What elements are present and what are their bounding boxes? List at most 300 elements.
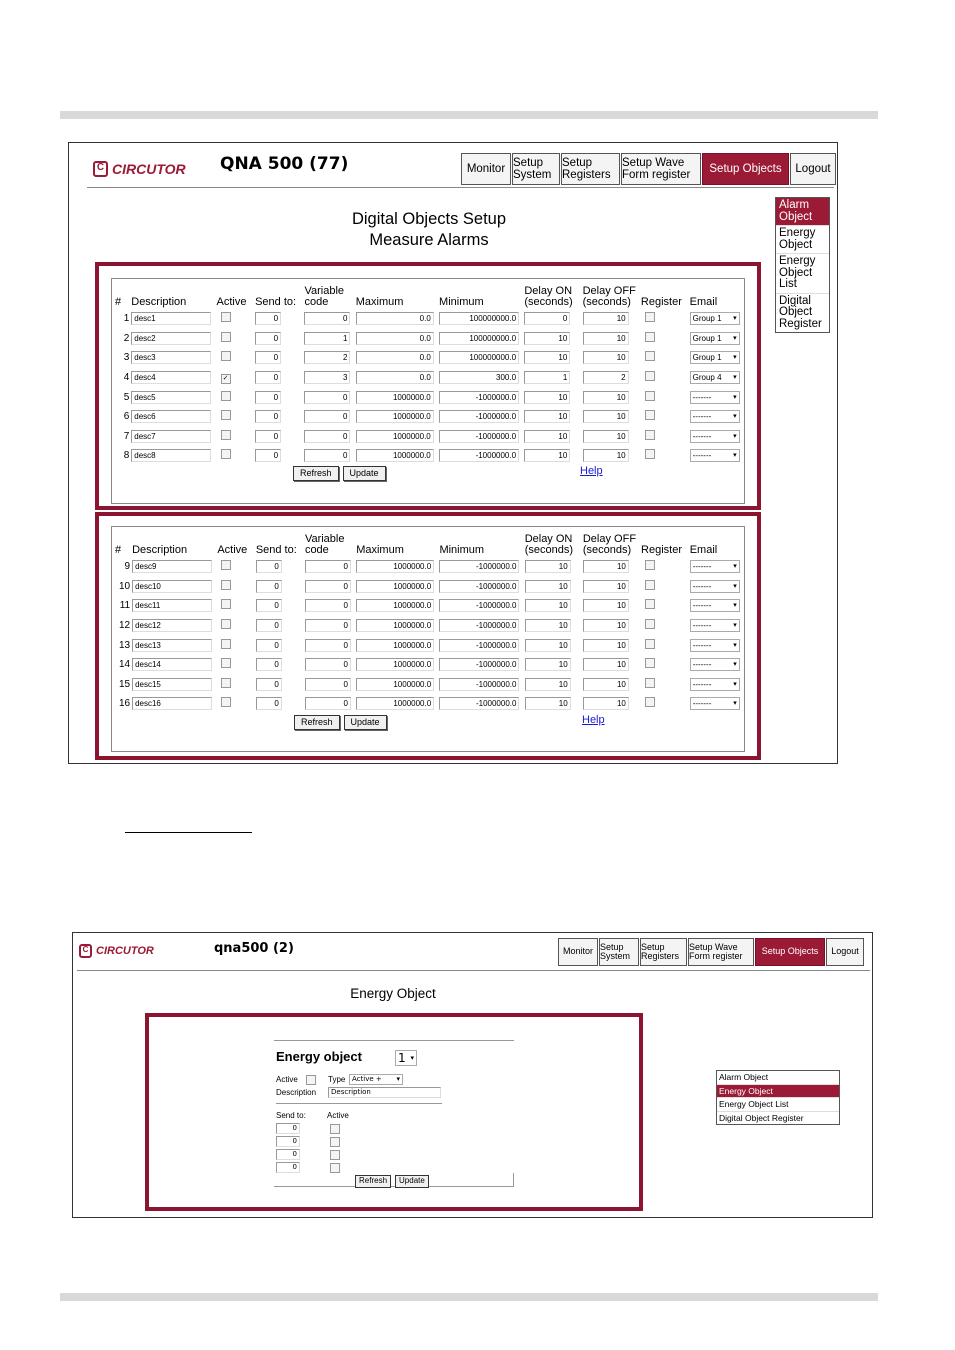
delay-on-cell xyxy=(524,635,582,655)
variable-code-input[interactable]: 0 xyxy=(305,639,351,652)
device-title: QNA 500 (77) xyxy=(220,154,349,174)
description-input[interactable]: desc15 xyxy=(132,678,212,691)
email-select[interactable] xyxy=(690,560,740,573)
refresh-button[interactable]: Refresh xyxy=(294,715,340,730)
maximum-input[interactable]: 1000000.0 xyxy=(356,391,434,404)
nav-setup-system[interactable]: Setup System xyxy=(599,938,639,966)
active-checkbox[interactable] xyxy=(221,639,231,649)
chevron-down-icon: ▾ xyxy=(396,1075,400,1083)
register-checkbox[interactable] xyxy=(645,639,655,649)
brand-logo xyxy=(79,944,154,958)
variable-code-input[interactable]: 0 xyxy=(305,619,351,632)
delay-off-input[interactable]: 10 xyxy=(583,658,629,671)
minimum-input[interactable]: 300.0 xyxy=(439,371,519,384)
send-active-checkbox[interactable] xyxy=(330,1137,340,1147)
row-number: 2 xyxy=(123,332,130,344)
email-value: ------- xyxy=(692,451,712,461)
minimum-cell xyxy=(438,368,523,388)
active-checkbox[interactable] xyxy=(306,1075,316,1085)
description-input[interactable]: Description xyxy=(328,1087,441,1098)
minimum-input[interactable]: 100000000.0 xyxy=(439,351,519,364)
register-checkbox[interactable] xyxy=(645,430,655,440)
variable-code-input[interactable]: 1 xyxy=(304,332,350,345)
maximum-input[interactable]: 0.0 xyxy=(356,371,434,384)
email-cell xyxy=(689,309,744,329)
maximum-input[interactable]: 1000000.0 xyxy=(356,678,434,691)
form-mid-rule xyxy=(276,1103,442,1104)
minimum-input[interactable]: -1000000.0 xyxy=(439,391,519,404)
email-cell xyxy=(689,427,744,447)
send-to-input[interactable]: 0 xyxy=(255,332,281,345)
email-cell xyxy=(689,407,744,427)
help-link[interactable]: Help xyxy=(580,465,603,477)
register-checkbox[interactable] xyxy=(645,560,655,570)
side-item-energy-object-list[interactable]: Energy Object List xyxy=(776,254,829,294)
variable-code-input[interactable]: 0 xyxy=(305,658,351,671)
variable-code-input[interactable]: 2 xyxy=(304,351,350,364)
row-number: 14 xyxy=(118,659,131,671)
alarm-table-box-1 xyxy=(111,278,745,504)
delay-off-input[interactable]: 10 xyxy=(583,332,629,345)
maximum-input[interactable]: 1000000.0 xyxy=(356,580,434,593)
register-cell xyxy=(640,368,689,388)
minimum-cell xyxy=(438,407,523,427)
energy-panel xyxy=(145,1013,643,1211)
maximum-input[interactable]: 0.0 xyxy=(356,312,434,325)
delay-on-input[interactable]: 10 xyxy=(525,639,571,652)
send-to-cell xyxy=(255,577,304,597)
register-checkbox[interactable] xyxy=(645,599,655,609)
delay-on-input[interactable]: 10 xyxy=(524,449,570,462)
email-value: Group 1 xyxy=(692,353,722,363)
energy-object-select[interactable] xyxy=(395,1050,417,1066)
maximum-input[interactable]: 0.0 xyxy=(356,351,434,364)
nav-logout[interactable]: Logout xyxy=(826,938,864,966)
delay-on-input[interactable]: 10 xyxy=(524,391,570,404)
delay-off-input[interactable]: 10 xyxy=(583,410,629,423)
help-link[interactable]: Help xyxy=(582,714,605,726)
send-to-input[interactable]: 0 xyxy=(256,619,282,632)
delay-off-input[interactable]: 10 xyxy=(583,312,629,325)
send-to-input[interactable]: 0 xyxy=(255,430,281,443)
minimum-input[interactable]: -1000000.0 xyxy=(439,697,519,710)
description-input[interactable]: desc16 xyxy=(132,697,212,710)
delay-on-cell xyxy=(524,596,582,616)
delay-on-input[interactable]: 10 xyxy=(525,658,571,671)
email-select[interactable] xyxy=(690,312,740,325)
register-cell xyxy=(640,557,689,577)
delay-off-cell xyxy=(582,655,640,675)
maximum-cell xyxy=(355,427,438,447)
row-number: 15 xyxy=(118,678,131,690)
active-cell xyxy=(216,427,255,447)
maximum-input[interactable]: 0.0 xyxy=(356,332,434,345)
delay-off-input[interactable]: 10 xyxy=(583,560,629,573)
delay-on-input[interactable]: 10 xyxy=(525,697,571,710)
side-menu xyxy=(716,1070,840,1125)
chevron-down-icon: ▾ xyxy=(733,582,737,590)
side-item-digital-object-register[interactable]: Digital Object Register xyxy=(719,1112,804,1123)
chevron-down-icon: ▾ xyxy=(733,393,737,401)
delay-on-cell xyxy=(524,655,582,675)
chevron-down-icon: ▾ xyxy=(733,334,737,342)
side-item-energy-object[interactable]: Energy Object xyxy=(717,1085,839,1099)
nav-monitor[interactable]: Monitor xyxy=(558,938,598,966)
col-maximum-header: Maximum xyxy=(355,296,404,309)
email-select[interactable] xyxy=(690,351,740,364)
send-to-input[interactable]: 0 xyxy=(256,639,282,652)
register-checkbox[interactable] xyxy=(645,658,655,668)
nav-logout[interactable]: Logout xyxy=(790,153,836,185)
email-cell xyxy=(689,596,744,616)
description-input[interactable]: desc5 xyxy=(131,391,211,404)
delay-off-input[interactable]: 10 xyxy=(583,449,629,462)
email-cell xyxy=(689,577,744,597)
delay-off-cell xyxy=(582,694,640,714)
active-checkbox[interactable] xyxy=(221,430,231,440)
register-checkbox[interactable] xyxy=(645,391,655,401)
row-number: 10 xyxy=(118,580,131,592)
email-select[interactable] xyxy=(690,658,740,671)
update-button[interactable]: Update xyxy=(343,466,386,481)
delay-off-input[interactable]: 10 xyxy=(583,697,629,710)
update-button[interactable]: Update xyxy=(395,1175,429,1188)
register-checkbox[interactable] xyxy=(645,312,655,322)
side-item-alarm-object[interactable]: Alarm Object xyxy=(776,198,829,226)
energy-buttons xyxy=(355,1175,429,1188)
description-input[interactable]: desc9 xyxy=(132,560,212,573)
maximum-input[interactable]: 1000000.0 xyxy=(356,619,434,632)
maximum-cell xyxy=(355,616,438,636)
delay-off-input[interactable]: 10 xyxy=(583,619,629,632)
maximum-input[interactable]: 1000000.0 xyxy=(356,697,434,710)
email-select[interactable] xyxy=(690,697,740,710)
alarm-table-1 xyxy=(114,283,744,466)
send-to-cell xyxy=(254,446,303,466)
nav-setup-objects[interactable]: Setup Objects xyxy=(702,153,789,185)
variable-code-cell xyxy=(303,309,354,329)
register-checkbox[interactable] xyxy=(645,351,655,361)
description-input[interactable]: desc10 xyxy=(132,580,212,593)
send-to-label: Send to: xyxy=(276,1111,306,1120)
minimum-cell xyxy=(438,329,523,349)
description-input[interactable]: desc8 xyxy=(131,449,211,462)
active-cell xyxy=(216,309,255,329)
table-row xyxy=(114,616,744,636)
active-checkbox[interactable] xyxy=(221,391,231,401)
col-register-header: Register xyxy=(640,296,682,309)
variable-code-input[interactable]: 0 xyxy=(304,430,350,443)
description-cell xyxy=(131,675,216,695)
delay-on-cell xyxy=(523,309,581,329)
refresh-button[interactable]: Refresh xyxy=(293,466,339,481)
register-checkbox[interactable] xyxy=(645,410,655,420)
col-variable-code-header: Variable code xyxy=(304,284,345,309)
minimum-input[interactable]: -1000000.0 xyxy=(439,430,519,443)
variable-code-input[interactable]: 0 xyxy=(305,599,351,612)
variable-code-cell xyxy=(303,407,354,427)
email-select[interactable] xyxy=(690,639,740,652)
col-description-header: Description xyxy=(132,544,188,557)
alarm-panel-1 xyxy=(95,262,761,510)
active-checkbox[interactable] xyxy=(221,599,231,609)
email-select[interactable] xyxy=(690,619,740,632)
side-item-energy-object[interactable]: Energy Object xyxy=(776,226,829,254)
email-value: ------- xyxy=(692,412,712,422)
delay-off-input[interactable]: 10 xyxy=(583,599,629,612)
top-divider xyxy=(60,111,878,119)
register-checkbox[interactable] xyxy=(645,580,655,590)
active-checkbox[interactable] xyxy=(221,410,231,420)
nav-setup-objects[interactable]: Setup Objects xyxy=(755,938,825,966)
variable-code-input[interactable]: 0 xyxy=(305,580,351,593)
minimum-cell xyxy=(438,387,523,407)
register-checkbox[interactable] xyxy=(645,619,655,629)
chevron-down-icon: ▾ xyxy=(733,641,737,649)
send-to-input[interactable]: 0 xyxy=(255,410,281,423)
active-checkbox[interactable] xyxy=(221,580,231,590)
send-to-cell xyxy=(254,368,303,388)
delay-off-input[interactable]: 10 xyxy=(583,580,629,593)
send-active-checkbox[interactable] xyxy=(330,1163,340,1173)
description-cell xyxy=(131,596,216,616)
type-select[interactable] xyxy=(349,1074,403,1085)
delay-off-cell xyxy=(582,368,640,388)
col-send-to-header: Send to: xyxy=(255,544,297,557)
maximum-input[interactable]: 1000000.0 xyxy=(356,658,434,671)
minimum-input[interactable]: -1000000.0 xyxy=(439,678,519,691)
send-to-input[interactable]: 0 xyxy=(255,371,281,384)
minimum-input[interactable]: 100000000.0 xyxy=(439,312,519,325)
col-active-header: Active xyxy=(216,296,247,309)
description-input[interactable]: desc2 xyxy=(131,332,211,345)
delay-off-input[interactable]: 10 xyxy=(583,351,629,364)
description-input[interactable]: desc14 xyxy=(132,658,212,671)
delay-off-input[interactable]: 10 xyxy=(583,639,629,652)
send-to-input[interactable]: 0 xyxy=(276,1149,300,1160)
active-checkbox[interactable] xyxy=(221,619,231,629)
active-checkbox[interactable] xyxy=(221,560,231,570)
send-to-input[interactable]: 0 xyxy=(255,449,281,462)
delay-off-input[interactable]: 10 xyxy=(583,430,629,443)
description-input[interactable]: desc11 xyxy=(132,599,212,612)
row-number: 7 xyxy=(123,430,130,442)
active-cell xyxy=(216,694,254,714)
active-checkbox[interactable] xyxy=(221,351,231,361)
send-to-cell xyxy=(254,387,303,407)
maximum-input[interactable]: 1000000.0 xyxy=(356,639,434,652)
refresh-button[interactable]: Refresh xyxy=(355,1175,391,1188)
description-cell xyxy=(131,557,216,577)
description-input[interactable]: desc7 xyxy=(131,430,211,443)
minimum-input[interactable]: -1000000.0 xyxy=(439,410,519,423)
send-to-input[interactable]: 0 xyxy=(256,560,282,573)
delay-on-input[interactable]: 10 xyxy=(525,560,571,573)
active-checkbox[interactable] xyxy=(221,449,231,459)
send-to-input[interactable]: 0 xyxy=(256,697,282,710)
minimum-input[interactable]: -1000000.0 xyxy=(439,560,519,573)
chevron-down-icon: ▾ xyxy=(733,602,737,610)
description-input[interactable]: desc6 xyxy=(131,410,211,423)
bottom-divider xyxy=(60,1293,878,1301)
nav-setup-system[interactable]: Setup System xyxy=(512,153,560,185)
delay-on-input[interactable]: 10 xyxy=(525,619,571,632)
email-select[interactable] xyxy=(690,580,740,593)
send-to-input[interactable]: 0 xyxy=(255,391,281,404)
email-select[interactable] xyxy=(690,332,740,345)
delay-on-input[interactable]: 10 xyxy=(524,332,570,345)
description-input[interactable]: desc1 xyxy=(131,312,211,325)
description-cell xyxy=(131,635,216,655)
variable-code-input[interactable]: 0 xyxy=(304,391,350,404)
chevron-down-icon: ▾ xyxy=(410,1054,414,1062)
nav-setup-registers[interactable]: Setup Registers xyxy=(640,938,687,966)
description-input[interactable]: desc12 xyxy=(132,619,212,632)
variable-code-input[interactable]: 0 xyxy=(304,449,350,462)
email-select[interactable] xyxy=(690,599,740,612)
minimum-input[interactable]: -1000000.0 xyxy=(439,580,519,593)
email-select[interactable] xyxy=(690,430,740,443)
delay-on-input[interactable]: 0 xyxy=(524,312,570,325)
active-checkbox[interactable] xyxy=(221,658,231,668)
col-minimum-header: Minimum xyxy=(439,296,484,309)
minimum-input[interactable]: -1000000.0 xyxy=(439,599,519,612)
email-select[interactable] xyxy=(690,678,740,691)
variable-code-input[interactable]: 0 xyxy=(305,560,351,573)
chevron-down-icon: ▾ xyxy=(733,354,737,362)
update-button[interactable]: Update xyxy=(344,715,387,730)
email-cell xyxy=(689,675,744,695)
variable-code-input[interactable]: 0 xyxy=(304,410,350,423)
variable-code-cell xyxy=(303,368,354,388)
variable-code-input[interactable]: 0 xyxy=(305,697,351,710)
variable-code-input[interactable]: 0 xyxy=(304,312,350,325)
register-checkbox[interactable] xyxy=(645,678,655,688)
send-active-checkbox[interactable] xyxy=(330,1150,340,1160)
minimum-input[interactable]: -1000000.0 xyxy=(439,449,519,462)
active-checkbox[interactable] xyxy=(221,678,231,688)
row-number: 12 xyxy=(118,620,131,632)
delay-on-input[interactable]: 10 xyxy=(525,580,571,593)
description-input[interactable]: desc13 xyxy=(132,639,212,652)
delay-on-input[interactable]: 10 xyxy=(524,351,570,364)
register-cell xyxy=(640,407,689,427)
logo-text: CIRCUTOR xyxy=(96,945,154,957)
nav-setup-registers[interactable]: Setup Registers xyxy=(561,153,620,185)
minimum-input[interactable]: 100000000.0 xyxy=(439,332,519,345)
active-cell xyxy=(216,329,255,349)
variable-code-cell xyxy=(304,694,355,714)
delay-off-cell xyxy=(582,557,640,577)
maximum-input[interactable]: 1000000.0 xyxy=(356,410,434,423)
nav-monitor[interactable]: Monitor xyxy=(461,153,511,185)
variable-code-cell xyxy=(303,348,354,368)
active-checkbox[interactable] xyxy=(221,312,231,322)
register-checkbox[interactable] xyxy=(645,697,655,707)
delay-on-input[interactable]: 10 xyxy=(525,599,571,612)
active-checkbox[interactable]: ✓ xyxy=(221,374,231,384)
send-to-input[interactable]: 0 xyxy=(276,1123,300,1134)
chevron-down-icon: ▾ xyxy=(733,315,737,323)
circutor-logo-icon: C xyxy=(79,944,92,958)
send-to-input[interactable]: 0 xyxy=(276,1136,300,1147)
send-to-input[interactable]: 0 xyxy=(276,1162,300,1173)
delay-on-cell xyxy=(523,368,581,388)
nav-setup-wave-form[interactable]: Setup Wave Form register xyxy=(621,153,701,185)
maximum-input[interactable]: 1000000.0 xyxy=(356,560,434,573)
header-rule xyxy=(77,970,870,971)
active-checkbox[interactable] xyxy=(221,332,231,342)
maximum-input[interactable]: 1000000.0 xyxy=(356,430,434,443)
maximum-input[interactable]: 1000000.0 xyxy=(356,449,434,462)
email-cell xyxy=(689,387,744,407)
side-item-alarm-object[interactable]: Alarm Object xyxy=(717,1071,839,1085)
register-checkbox[interactable] xyxy=(645,332,655,342)
minimum-input[interactable]: -1000000.0 xyxy=(439,619,519,632)
delay-on-input[interactable]: 10 xyxy=(524,430,570,443)
minimum-input[interactable]: -1000000.0 xyxy=(439,658,519,671)
email-cell xyxy=(689,616,744,636)
send-to-input[interactable]: 0 xyxy=(256,678,282,691)
send-to-input[interactable]: 0 xyxy=(255,351,281,364)
variable-code-input[interactable]: 3 xyxy=(304,371,350,384)
minimum-cell xyxy=(438,446,523,466)
active-checkbox[interactable] xyxy=(221,697,231,707)
minimum-input[interactable]: -1000000.0 xyxy=(439,639,519,652)
email-select[interactable] xyxy=(690,391,740,404)
chevron-down-icon: ▾ xyxy=(733,622,737,630)
side-item-energy-object-list[interactable]: Energy Object List xyxy=(717,1098,839,1112)
send-to-input[interactable]: 0 xyxy=(256,580,282,593)
col-number-header: # xyxy=(115,544,122,557)
delay-on-input[interactable]: 1 xyxy=(524,371,570,384)
email-cell xyxy=(689,368,744,388)
register-checkbox[interactable] xyxy=(645,449,655,459)
send-to-input[interactable]: 0 xyxy=(256,599,282,612)
col-variable-code-header: Variable code xyxy=(304,532,345,557)
email-select[interactable] xyxy=(690,449,740,462)
delay-off-cell xyxy=(582,616,640,636)
row-number: 3 xyxy=(123,352,130,364)
send-to-input[interactable]: 0 xyxy=(256,658,282,671)
email-value: ------- xyxy=(692,392,712,402)
send-to-input[interactable]: 0 xyxy=(255,312,281,325)
nav-setup-wave-form[interactable]: Setup Wave Form register xyxy=(688,938,754,966)
register-cell xyxy=(640,329,689,349)
register-checkbox[interactable] xyxy=(645,371,655,381)
email-value: ------- xyxy=(692,699,712,709)
panel1-buttons xyxy=(293,466,386,481)
maximum-input[interactable]: 1000000.0 xyxy=(356,599,434,612)
side-item-digital-object-register[interactable]: Digital Object Register xyxy=(779,294,822,330)
top-nav xyxy=(557,938,864,966)
description-input[interactable]: desc4 xyxy=(131,371,211,384)
delay-on-input[interactable]: 10 xyxy=(524,410,570,423)
send-active-checkbox[interactable] xyxy=(330,1124,340,1134)
send-to-cell xyxy=(255,596,304,616)
delay-off-input[interactable]: 2 xyxy=(583,371,629,384)
delay-off-input[interactable]: 10 xyxy=(583,678,629,691)
email-select[interactable] xyxy=(690,410,740,423)
variable-code-input[interactable]: 0 xyxy=(305,678,351,691)
delay-on-input[interactable]: 10 xyxy=(525,678,571,691)
delay-off-cell xyxy=(582,407,640,427)
row-number: 9 xyxy=(124,561,131,573)
delay-off-input[interactable]: 10 xyxy=(583,391,629,404)
email-select[interactable] xyxy=(690,371,740,384)
description-input[interactable]: desc3 xyxy=(131,351,211,364)
table-row xyxy=(114,387,744,407)
